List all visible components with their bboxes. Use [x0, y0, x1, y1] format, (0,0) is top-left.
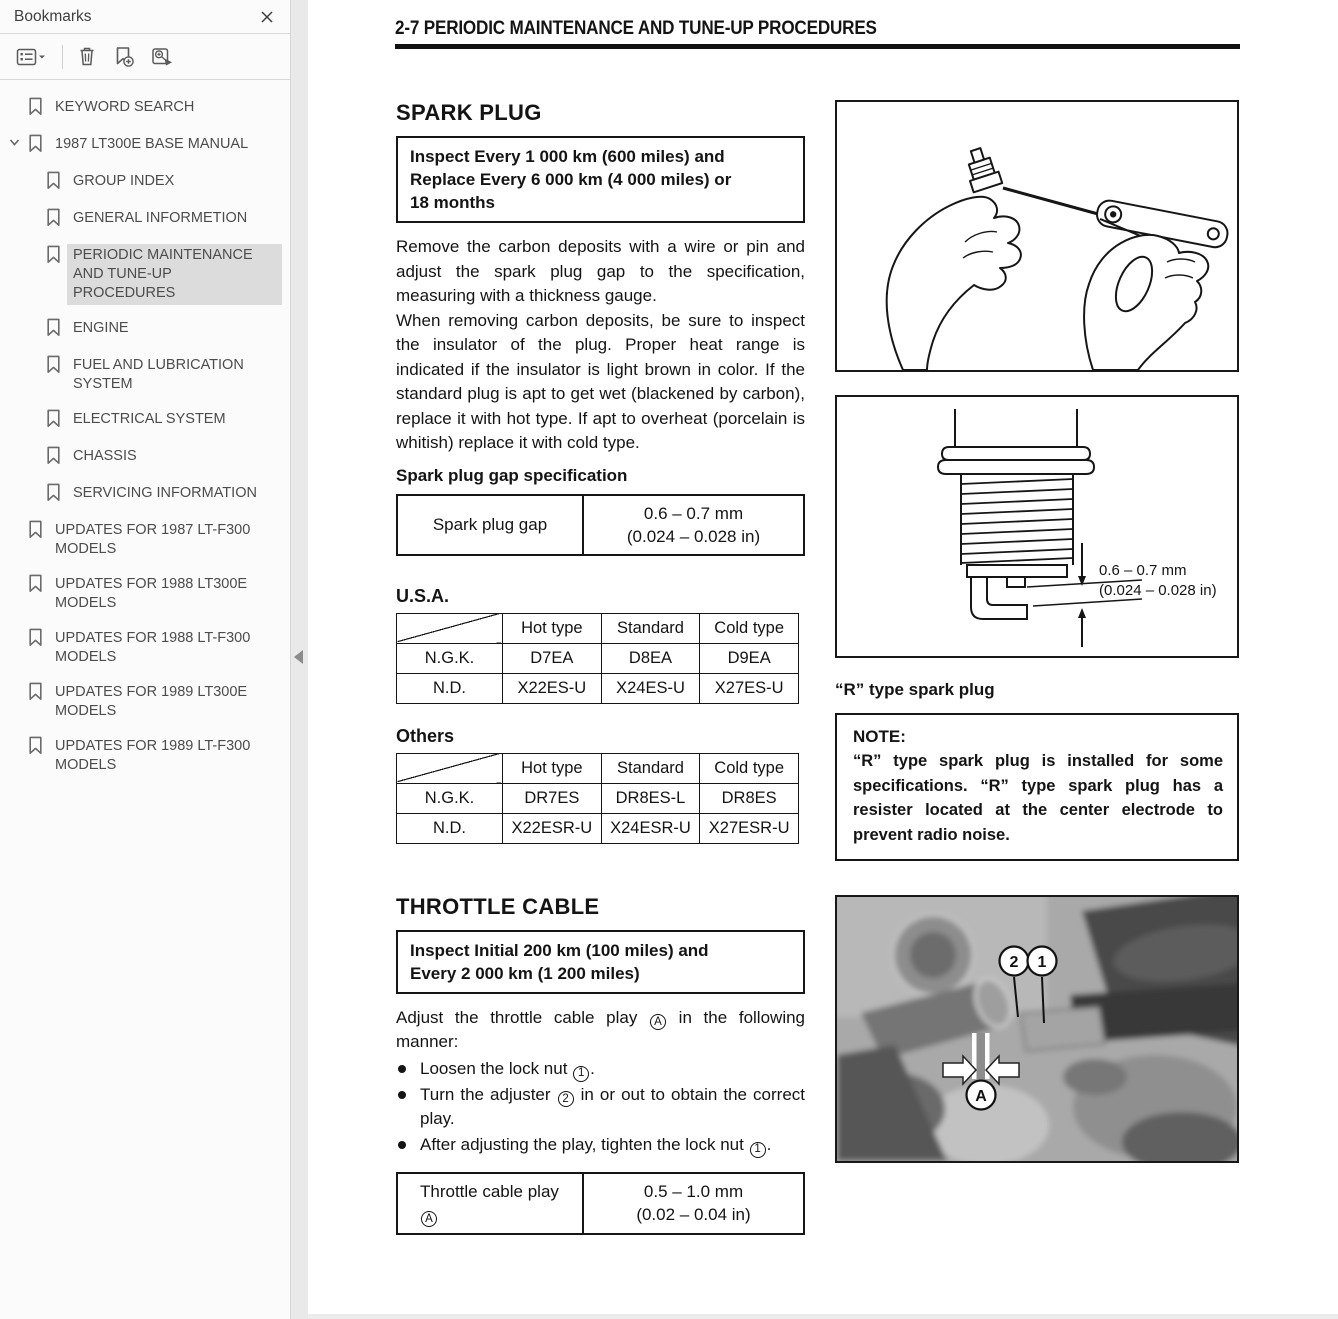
table-cell: X22ESR-U	[503, 813, 602, 843]
gap-spec-heading: Spark plug gap specification	[396, 465, 628, 485]
row-header: N.G.K.	[397, 783, 503, 813]
bookmark-icon	[46, 409, 61, 428]
spark-plug-interval-box: Inspect Every 1 000 km (600 miles) and Replace Every 6 000 km (4 000 miles) or 18 months	[396, 136, 805, 223]
bookmark-label: FUEL AND LUBRICATION SYSTEM	[73, 357, 244, 392]
bookmark-item[interactable]	[0, 127, 290, 164]
header-rule	[395, 44, 1240, 49]
gap-table-value: 0.6 – 0.7 mm (0.024 – 0.028 in)	[626, 503, 761, 546]
spark-plug-gauging-figure	[835, 100, 1239, 372]
circled-ref: 1	[750, 1142, 766, 1158]
bookmark-icon	[28, 134, 43, 153]
bookmarks-panel	[0, 0, 291, 1319]
table-cell: DR7ES	[503, 783, 602, 813]
spark-plug-gap-table	[396, 494, 805, 556]
table-cell: X27ES-U	[700, 673, 799, 703]
table-cell: X24ESR-U	[601, 813, 700, 843]
bookmark-item[interactable]	[0, 675, 290, 729]
others-heading: Others	[396, 725, 455, 746]
bookmark-item[interactable]	[0, 476, 290, 513]
procedure-step: Turn the adjuster 2 in or out to obtain the correct play.	[396, 1083, 805, 1132]
callout-lock-nut-number: 1	[1037, 954, 1047, 971]
bookmark-icon	[28, 574, 43, 593]
bookmark-label: 1987 LT300E BASE MANUAL	[55, 136, 249, 152]
note-title: NOTE:	[853, 727, 906, 746]
close-panel-button[interactable]	[260, 10, 274, 24]
bookmark-item[interactable]	[0, 201, 290, 238]
bookmark-icon	[46, 318, 61, 337]
callout-play-letter: A	[975, 1088, 987, 1105]
bookmark-label: GROUP INDEX	[73, 173, 175, 189]
find-bookmark-icon	[151, 46, 175, 68]
bookmark-icon	[46, 483, 61, 502]
panel-splitter[interactable]	[291, 0, 308, 1319]
bullet-icon	[398, 1141, 406, 1149]
bookmark-item[interactable]	[0, 164, 290, 201]
row-header: N.D.	[397, 813, 503, 843]
bookmark-icon	[46, 446, 61, 465]
bullet-icon	[398, 1065, 406, 1073]
table-cell: X24ES-U	[601, 673, 700, 703]
bookmark-label: ENGINE	[73, 320, 129, 336]
circled-ref: A	[650, 1014, 666, 1030]
bookmarks-panel-title: Bookmarks	[14, 7, 92, 25]
bookmark-item[interactable]	[0, 621, 290, 675]
row-header: N.G.K.	[397, 643, 503, 673]
usa-table	[396, 613, 805, 704]
throttle-interval-box: Inspect Initial 200 km (100 miles) and Every 2 000 km (1 200 miles)	[396, 930, 805, 994]
spark-plug-cross-section-diagram	[837, 397, 1237, 656]
expand-toggle[interactable]	[8, 136, 21, 154]
throttle-steps	[396, 1057, 805, 1158]
bookmark-label: ELECTRICAL SYSTEM	[73, 411, 226, 427]
bookmark-icon	[28, 628, 43, 647]
column-header	[397, 613, 503, 643]
throttle-play-table	[396, 1172, 805, 1236]
r-type-note-box	[835, 713, 1239, 861]
column-header: Hot type	[503, 753, 602, 783]
table-cell: X27ESR-U	[700, 813, 799, 843]
trash-icon	[77, 46, 97, 67]
bookmark-label: PERIODIC MAINTENANCE AND TUNE-UP PROCEDURES	[67, 244, 282, 305]
bookmark-icon	[28, 97, 43, 116]
column-header: Cold type	[700, 753, 799, 783]
bookmark-icon	[28, 736, 43, 755]
row-header: N.D.	[397, 673, 503, 703]
new-bookmark-button[interactable]	[109, 42, 139, 72]
bookmark-list	[0, 80, 290, 783]
table-cell: X22ES-U	[503, 673, 602, 703]
bookmark-icon	[46, 208, 61, 227]
table-cell: D9EA	[700, 643, 799, 673]
paragraph: Remove the carbon deposits with a wire or pin and adjust the spark plug gap to the specification, measuring with a thickness gauge.	[396, 237, 805, 305]
chevron-down-icon	[8, 136, 21, 149]
note-body: “R” type spark plug is installed for some specifications. “R” type spark plug has a resister located at the center electrode to prevent radio noise.	[853, 752, 1223, 844]
column-header: Standard	[601, 753, 700, 783]
procedure-step: After adjusting the play, tighten the lock nut 1 .	[396, 1133, 805, 1158]
add-bookmark-icon	[113, 46, 135, 68]
bookmarks-panel-header	[0, 0, 290, 34]
bookmark-label: UPDATES FOR 1989 LT-F300 MODELS	[55, 738, 251, 773]
column-header: Standard	[601, 613, 700, 643]
bookmark-item[interactable]	[0, 439, 290, 476]
table-cell: DR8ES-L	[601, 783, 700, 813]
table-cell: D8EA	[601, 643, 700, 673]
close-icon	[260, 10, 274, 24]
column-header: Hot type	[503, 613, 602, 643]
collapse-panel-arrow-icon[interactable]	[294, 650, 303, 664]
bookmark-item[interactable]	[0, 513, 290, 567]
throttle-cable-heading: THROTTLE CABLE	[396, 893, 600, 919]
page-header: 2-7 PERIODIC MAINTENANCE AND TUNE-UP PROCEDURES	[395, 18, 877, 39]
bookmarks-toolbar	[0, 34, 290, 80]
gap-dimension-label-mm: 0.6 – 0.7 mm	[1099, 562, 1187, 579]
column-header	[397, 753, 503, 783]
bookmark-icon	[28, 520, 43, 539]
delete-bookmark-button[interactable]	[73, 42, 101, 71]
find-current-bookmark-button[interactable]	[147, 42, 179, 72]
table-cell: DR8ES	[700, 783, 799, 813]
bookmark-label: SERVICING INFORMATION	[73, 485, 257, 501]
bookmark-icon	[28, 682, 43, 701]
procedure-step: Loosen the lock nut 1 .	[396, 1057, 805, 1082]
bullet-icon	[398, 1091, 406, 1099]
bookmark-item[interactable]	[0, 238, 290, 311]
usa-heading: U.S.A.	[396, 585, 450, 606]
gap-table-label: Spark plug gap	[398, 496, 584, 554]
bookmark-icon	[46, 355, 61, 374]
page-bottom-edge	[308, 1314, 1338, 1319]
bookmark-label: UPDATES FOR 1988 LT-F300 MODELS	[55, 630, 251, 665]
circled-ref: A	[421, 1211, 437, 1227]
bookmark-item[interactable]	[0, 402, 290, 439]
spark-plug-gap-figure	[835, 395, 1239, 658]
throttle-cable-photo	[835, 895, 1239, 1163]
spark-plug-body	[396, 235, 805, 456]
spark-plug-heading: SPARK PLUG	[396, 100, 542, 125]
play-table-value: 0.5 – 1.0 mm (0.02 – 0.04 in)	[636, 1182, 751, 1225]
bookmark-item[interactable]	[0, 729, 290, 783]
throttle-intro: Adjust the throttle cable play A in the following manner:	[396, 1007, 806, 1052]
gap-dimension-label-in: (0.024 – 0.028 in)	[1099, 582, 1217, 599]
bookmark-icon	[46, 245, 61, 264]
bookmark-label: KEYWORD SEARCH	[55, 99, 195, 115]
bookmark-item[interactable]	[0, 311, 290, 348]
bookmark-label: UPDATES FOR 1987 LT-F300 MODELS	[55, 522, 251, 557]
r-type-heading: “R” type spark plug	[835, 680, 995, 699]
left-column	[396, 100, 805, 1235]
play-table-label: Throttle cable play A	[398, 1174, 584, 1234]
toolbar-separator	[62, 45, 63, 69]
bookmark-icon	[46, 171, 61, 190]
bookmark-label: GENERAL INFORMETION	[73, 210, 248, 226]
others-table	[396, 753, 805, 844]
bookmark-item[interactable]	[0, 567, 290, 621]
bookmark-item[interactable]	[0, 90, 290, 127]
bookmark-label: UPDATES FOR 1989 LT300E MODELS	[55, 684, 248, 719]
throttle-cable-adjuster-photo	[837, 897, 1237, 1161]
bookmark-label: CHASSIS	[73, 448, 137, 464]
bookmark-options-button[interactable]	[12, 43, 50, 71]
document-page	[308, 0, 1338, 1319]
callout-adjuster-number: 2	[1009, 954, 1019, 971]
column-header: Cold type	[700, 613, 799, 643]
circled-ref: 2	[558, 1091, 574, 1107]
hands-with-feeler-gauge-illustration	[837, 102, 1237, 370]
bookmark-options-icon	[16, 47, 46, 67]
table-cell: D7EA	[503, 643, 602, 673]
bookmark-item[interactable]	[0, 348, 290, 402]
circled-ref: 1	[573, 1066, 589, 1082]
paragraph: When removing carbon deposits, be sure to inspect the insulator of the plug. Proper heat range is indicated if the insulator is light brown in color. If the standard plug is apt to get wet (blackened by carbon), replace it with hot type. If apt to overheat (porcelain is whitish) replace it with cold type.	[396, 310, 805, 452]
bookmark-label: UPDATES FOR 1988 LT300E MODELS	[55, 576, 248, 611]
